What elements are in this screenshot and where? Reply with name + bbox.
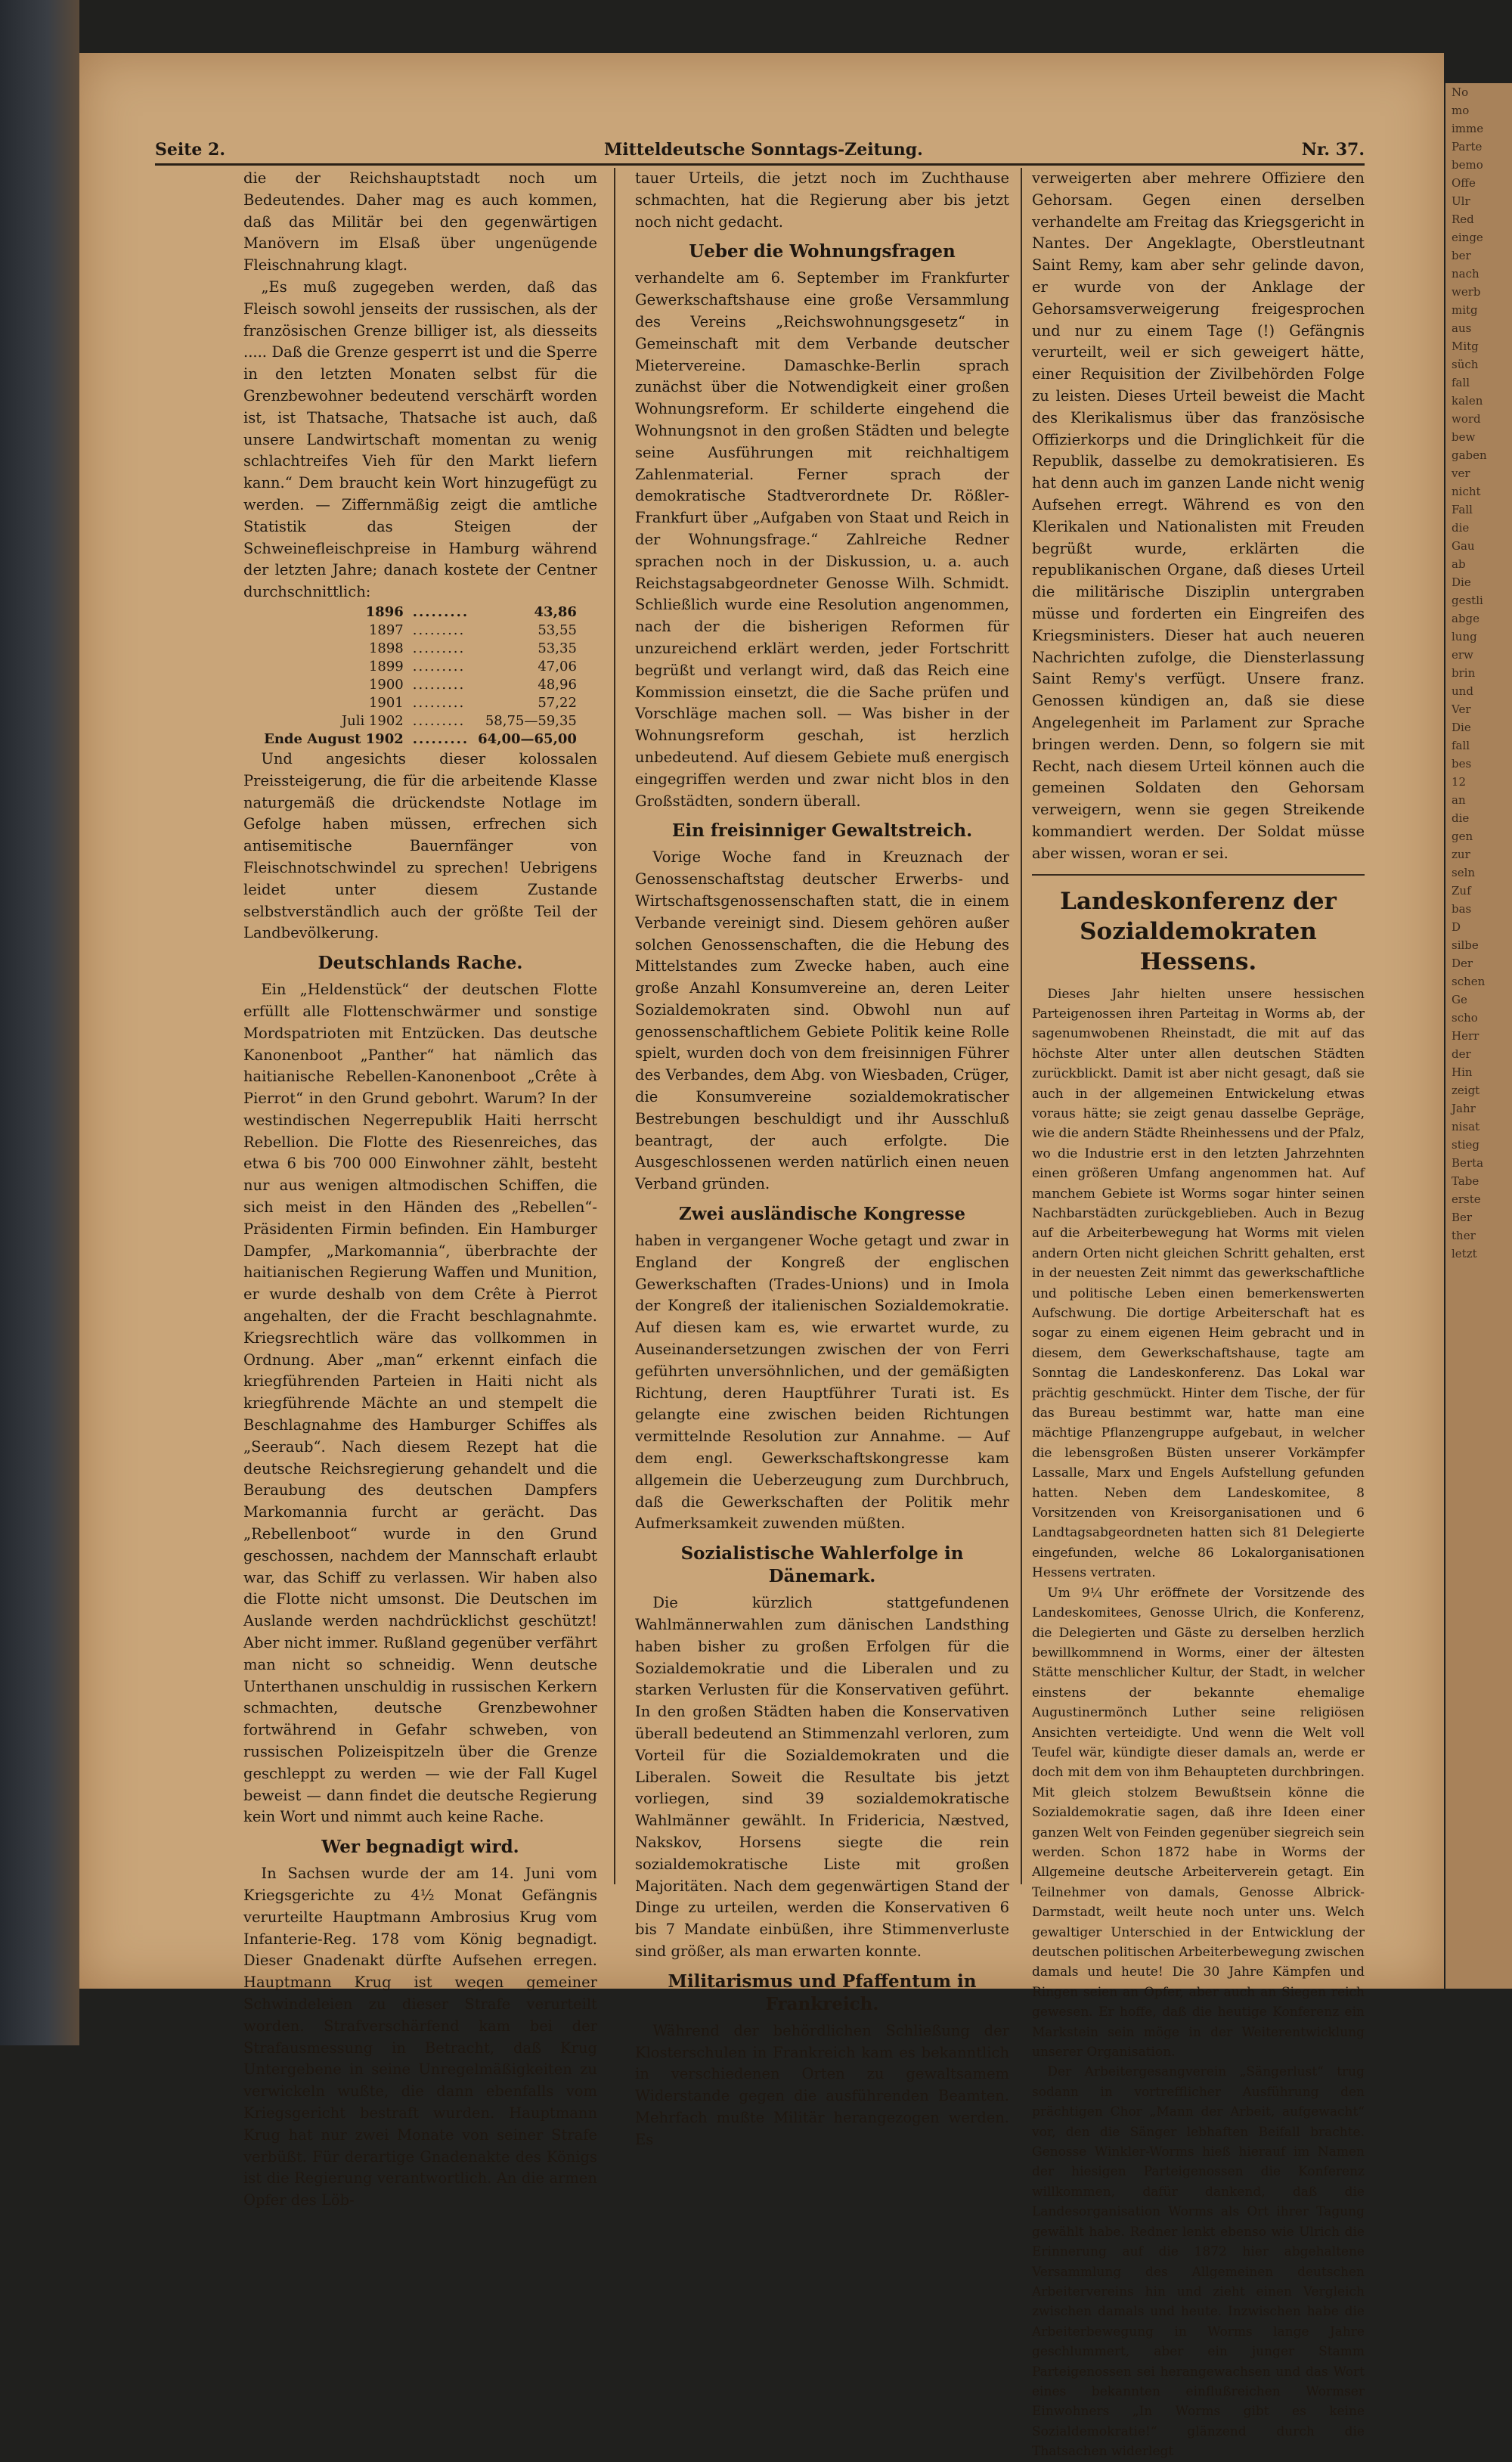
adjacent-page-fragment: Berta: [1452, 1156, 1484, 1170]
adjacent-page-fragment: an: [1452, 793, 1466, 807]
adjacent-page-fragment: seln: [1452, 866, 1476, 879]
adjacent-page-fragment: Hin: [1452, 1065, 1473, 1079]
price-value: 48,96: [538, 676, 577, 693]
adjacent-page-fragment: Die: [1452, 575, 1471, 589]
adjacent-page-fragment: Parte: [1452, 140, 1483, 153]
article-heading: Wer begnadigt wird.: [321, 1837, 519, 1858]
column-rule-2: [1021, 168, 1022, 1884]
adjacent-page-fragment: nisat: [1452, 1120, 1480, 1133]
adjacent-page-strip: [1445, 83, 1512, 1989]
adjacent-page-fragment: kalen: [1452, 394, 1483, 408]
adjacent-page-fragment: gestli: [1452, 594, 1483, 607]
leader-dots: .........: [412, 730, 469, 747]
paragraph: Die kürzlich stattgefundenen Wahlmännerwahlen zum dänischen Landsthing haben bisher zu großen Erfolgen für die Sozialdemokratie und die Liberalen und zu starken Verlusten für die Konservativen geführt. In den großen Städten haben die Konservativen überall bedeutend an Stimmenzahl verloren, zum Vorteil für die Sozialdemokraten und die Liberalen. Soweit die Resultate bis jetzt vorliegen, sind 39 sozialdemokratische Wahlmänner gewählt. In Fridericia, Næstved, Nakskov, Horsens siegte die rein sozialdemokratische Liste mit großen Majoritäten. Nach dem gegenwärtigen Stand der Dinge zu urteilen, werden die Konservativen 6 bis 7 Mandate einbüßen, ihre Stimmenverluste sind größer, als man erwarten konnte.: [635, 1594, 1009, 1960]
adjacent-page-fragment: und: [1452, 684, 1473, 698]
adjacent-page-fragment: Zuf: [1452, 884, 1471, 898]
price-row: [259, 730, 581, 749]
price-value: 57,22: [538, 694, 577, 711]
leader-dots: .........: [412, 712, 466, 729]
adjacent-page-fragment: aus: [1452, 321, 1472, 335]
book-binding: [0, 0, 79, 2045]
leader-dots: .........: [412, 658, 466, 674]
article-heading: Ueber die Wohnungsfragen: [689, 241, 956, 262]
column-2: [635, 168, 1009, 2148]
adjacent-page-fragment: fall: [1452, 376, 1470, 389]
adjacent-page-fragment: Ber: [1452, 1211, 1473, 1224]
column-rule-1: [614, 168, 615, 1884]
price-year: 1896: [365, 603, 404, 620]
column-3: [1032, 168, 1365, 2460]
masthead: Mitteldeutsche Sonntags-Zeitung.: [603, 140, 923, 160]
price-year: 1900: [368, 676, 404, 693]
paragraph: haben in vergangener Woche getagt und zwar in England der Kongreß der englischen Gewerkschaften (Trades-Unions) und in Imola der Kongreß der italienischen Sozialdemokratie. Auf diesen kam es, wie erwartet wurde, zu Auseinandersetzungen zwischen der von Ferri geführten unversöhnlichen, und der gemäßigten Richtung, deren Hauptführer Turati ist. Es gelangte eine zwischen beiden Richtungen vermittelnde Resolution zur Annahme. — Auf dem engl. Gewerkschaftskongresse kam allgemein die Ueberzeugung zum Durchbruch, daß die Gewerkschaften der Politik mehr Aufmerksamkeit zuwenden müßten.: [635, 1232, 1009, 1533]
paragraph: In Sachsen wurde der am 14. Juni vom Kriegsgerichte zu 4½ Monat Gefängnis verurteilte Hauptmann Ambrosius Krug vom Infanterie-Reg. 178 vom König begnadigt. Dieser Gnadenakt dürfte Aufsehen erregen. Hauptmann Krug ist wegen gemeiner Schwindeleien zu dieser Strafe verurteilt worden. Strafverschärfend kam bei der Strafausmessung in Betracht, daß Krug Untergebene in seine Unregelmäßigkeiten zu verwickeln wußte, die dann ebenfalls vom Kriegsgericht bestraft wurden. Hauptmann Krug hat nur zwei Monate von seiner Strafe verbüßt. Für derartige Gnadenakte des Königs ist die Regierung verantwortlich. An die armen Opfer des Löb-: [243, 1865, 597, 2209]
adjacent-page-fragment: ver: [1452, 467, 1470, 480]
adjacent-page-fragment: imme: [1452, 122, 1484, 135]
adjacent-page-fragment: nach: [1452, 267, 1479, 281]
paragraph: Und angesichts dieser kolossalen Preissteigerung, die für die arbeitende Klasse naturgemäß die drückendste Notlage im Gefolge haben müssen, erfrechen sich antisemitische Bauernfänger von Fleischnotschwindel zu sprechen! Uebrigens leidet unter diesem Zustande selbstverständlich auch der größte Teil der Landbevölkerung.: [243, 749, 597, 942]
adjacent-page-fragment: Gau: [1452, 539, 1475, 553]
adjacent-page-fragment: Der: [1452, 957, 1473, 970]
price-value: 53,35: [538, 640, 577, 656]
paragraph: Der Arbeitergesangverein „Sängerlust“ trug sodann in vortrefflicher Ausführung den prächtigen Chor „Mann der Arbeit, aufgewacht“ vor, den die Sänger lebhaften Beifall brachte. Genosse Winkler-Worms hieß hierauf im Namen der hiesigen Parteigenossen die Konferenz willkommen, dafür dankend, daß die Landesorganisation Worms als Ort ihrer Tagung gewählt habe. Redner lenkt ebenso wie Ulrich die Erinnerung auf die 1872 hier abgehaltene Versammlung des Allgemeinen deutschen Arbeitervereins hin und zieht einen Vergleich zwischen damals und heute. Inzwischen habe die Arbeiterbewegung in Worms lange Jahre geschlummert, aber ein junger Stamm Parteigenossen sei herangewachsen und das Wort eines bekannten einflußreichen Wormser Einwohners „In Worms gibt es keine Sozialdemokratie!“ glänzend durch die Thatsachen widerlegt: [1032, 2064, 1365, 2460]
price-value: 43,86: [534, 603, 577, 620]
price-year: Ende August 1902: [264, 730, 404, 747]
price-row: [259, 622, 581, 640]
adjacent-page-fragment: silbe: [1452, 938, 1479, 952]
adjacent-page-fragment: abge: [1452, 612, 1480, 625]
adjacent-page-fragment: mitg: [1452, 303, 1478, 317]
adjacent-page-fragment: mo: [1452, 104, 1470, 117]
adjacent-page-fragment: Offe: [1452, 176, 1476, 190]
header-rule: [155, 163, 1365, 166]
adjacent-page-fragment: Mitg: [1452, 340, 1479, 353]
paragraph: verhandelte am 6. September im Frankfurter Gewerkschaftshause eine große Versammlung des Vereins „Reichswohnungsgesetz“ in Gemeinschaft mit dem Verbande deutscher Mietervereine. Damaschke-Berlin sprach zunächst über die Notwendigkeit einer großen Wohnungsreform. Er schilderte eingehend die Wohnungsnot in den großen Städten und belegte seine Ausführungen mit reichhaltigem Zahlenmaterial. Ferner sprach der demokratische Stadtverordnete Dr. Rößler-Frankfurt über „Aufgaben von Staat und Reich in der Wohnungsfrage.“ Zahlreiche Redner sprachen noch in der Diskussion, u. a. auch Reichstagsabgeordneter Genosse Wilh. Schmidt. Schließlich wurde eine Resolution angenommen, nach der die bisherigen Reformen für unzureichend erklärt werden, jeder Fortschritt begrüßt und verlangt wird, daß das Reich eine Kommission einsetzt, die die Sache prüfen und Vorschläge machen soll. — Was bisher in der Wohnungsreform geschah, ist herzlich unbedeutend. Auf diesem Gebiete muß energisch eingegriffen werden und zwar nicht blos in den Großstädten, sondern überall.: [635, 269, 1009, 810]
adjacent-page-fragment: süch: [1452, 358, 1479, 371]
column-1: [243, 168, 597, 2209]
price-row: [259, 658, 581, 676]
adjacent-page-fragment: die: [1452, 811, 1470, 825]
adjacent-page-fragment: Herr: [1452, 1029, 1479, 1043]
article-heading: Sozialistische Wahlerfolge in Dänemark.: [680, 1543, 964, 1587]
adjacent-page-fragment: erste: [1452, 1192, 1481, 1206]
adjacent-page-fragment: bas: [1452, 902, 1472, 916]
adjacent-page-fragment: lung: [1452, 630, 1477, 643]
section-heading: Landeskonferenz der Sozialdemokraten Hessens.: [1060, 887, 1337, 975]
adjacent-page-fragment: zeigt: [1452, 1084, 1480, 1097]
paragraph: Während der behördlichen Schließung der Klosterschulen in Frankreich kam es bekanntlich in verschiedenen Orten zu gewaltsamem Widerstande gegen die ausführenden Beamten. Mehrfach mußte Militär herangezogen werden. Es: [635, 2021, 1009, 2148]
adjacent-page-fragment: einge: [1452, 231, 1483, 244]
price-value: 47,06: [538, 658, 577, 674]
paragraph: Vorige Woche fand in Kreuznach der Genossenschaftstag deutscher Erwerbs- und Wirtschaftsgenossenschaften statt, die in einem Verbande vereinigt sind. Diesem gehören außer solchen Genossenschaften, die die Hebung des Mittelstandes zum Zwecke haben, auch eine große Anzahl Konsumvereine an, deren Leiter Sozialdemokraten sind. Obwohl nun auf genossenschaftlichem Gebiete Politik keine Rolle spielt, wurden doch von dem freisinnigen Führer des Verbandes, dem Abg. von Wiesbaden, Crüger, die Konsumvereine sozialdemokratischer Bestrebungen beschuldigt und ihr Ausschluß beantragt, der auch erfolgte. Die Ausgeschlossenen werden natürlich einen neuen Verband gründen.: [635, 848, 1009, 1193]
adjacent-page-fragment: Jahr: [1452, 1102, 1476, 1115]
adjacent-page-fragment: die: [1452, 521, 1470, 535]
article-heading: Ein freisinniger Gewaltstreich.: [671, 820, 973, 842]
price-value: 58,75—59,35: [485, 712, 577, 729]
leader-dots: .........: [412, 640, 466, 656]
adjacent-page-fragment: bes: [1452, 757, 1472, 771]
adjacent-page-fragment: ther: [1452, 1229, 1476, 1242]
article-heading: Zwei ausländische Kongresse: [679, 1204, 965, 1225]
adjacent-page-fragment: Tabe: [1452, 1174, 1479, 1188]
price-year: Juli 1902: [341, 712, 404, 729]
price-year: 1901: [368, 694, 404, 711]
paragraph: die der Reichshauptstadt noch um Bedeutendes. Daher mag es auch kommen, daß das Militär bei den gegenwärtigen Manövern im Elsaß über ungenügende Fleischnahrung klagt.: [243, 169, 597, 274]
paragraph: „Es muß zugegeben werden, daß das Fleisch sowohl jenseits der russischen, als der französischen Grenze billiger ist, als diesseits ..... Daß die Grenze gesperrt ist und die Sperre in den letzten Monaten selbst für die Grenzbewohner bedeutend verschärft worden ist, ist Thatsache, Thatsache ist auch, daß unsere Landwirtschaft momentan zu wenig schlachtreifes Vieh für den Markt liefern kann.“ Dem braucht kein Wort hinzugefügt zu werden. — Ziffernmäßig zeigt die amtliche Statistik das Steigen der Schweinefleischpreise in Hamburg während der letzten Jahre; danach kostete der Centner durchschnittlich:: [243, 278, 597, 601]
adjacent-page-fragment: No: [1452, 85, 1469, 99]
page-number: Seite 2.: [155, 140, 226, 160]
adjacent-page-fragment: fall: [1452, 739, 1470, 752]
price-value: 53,55: [538, 622, 577, 638]
paragraph: tauer Urteils, die jetzt noch im Zuchthause schmachten, hat die Regierung aber bis jetzt noch nicht gedacht.: [635, 169, 1009, 231]
adjacent-page-fragment: Ge: [1452, 993, 1467, 1006]
leader-dots: .........: [412, 603, 469, 620]
price-year: 1898: [368, 640, 404, 656]
adjacent-page-fragment: 12: [1452, 775, 1467, 789]
leader-dots: .........: [412, 676, 466, 693]
article-heading: Militarismus und Pfaffentum in Frankreich.: [668, 1971, 977, 2014]
adjacent-page-fragment: Ulr: [1452, 194, 1470, 208]
adjacent-page-fragment: zur: [1452, 848, 1470, 861]
adjacent-page-fragment: gen: [1452, 829, 1473, 843]
adjacent-page-fragment: gaben: [1452, 448, 1487, 462]
price-row: [259, 676, 581, 694]
adjacent-page-fragment: Die: [1452, 721, 1471, 734]
price-row: [259, 712, 581, 730]
adjacent-page-fragment: brin: [1452, 666, 1476, 680]
adjacent-page-fragment: der: [1452, 1047, 1471, 1061]
paragraph: Ein „Heldenstück“ der deutschen Flotte erfüllt alle Flottenschwärmer und sonstige Mordspatrioten mit Entzücken. Das deutsche Kanonenboot „Panther“ hat nämlich das haitianische Rebellen-Kanonenboot „Crête à Pierrot“ in den Grund gebohrt. Warum? In der westindischen Negerrepublik Haiti herrscht Rebellion. Die Flotte des Riesenreiches, das etwa 6 bis 700 000 Einwohner zählt, besteht nur aus wenigen altmodischen Schiffen, die sich meist in den Händen des „Rebellen“-Präsidenten Firmin befinden. Ein Hamburger Dampfer, „Markomannia“, überbrachte der haitianischen Regierung Waffen und Munition, er wurde deshalb von dem Crête à Pierrot angehalten, der die Fracht beschlagnahmte. Kriegsrechtlich wäre das vollkommen in Ordnung. Aber „man“ erkennt einfach die kriegführenden Parteien in Haiti nicht als kriegführende Mächte an und stempelt die Beschlagnahme des Hamburger Schiffes als „Seeraub“. Nach diesem Rezept hat die deutsche Reichsregierung gehandelt und die Beraubung des deutschen Dampfers Markomannia furcht ar gerächt. Das „Rebellenboot“ wurde in den Grund geschossen, nachdem der Mannschaft erlaubt war, das Schiff zu verlassen. Wir haben also die Flotte nicht umsonst. Die Deutschen im Auslande werden nachdrücklichst geschützt! Aber nicht immer. Rußland gegenüber verfährt man nicht so schneidig. Wenn deutsche Unterthanen unschuldig in russischen Kerkern schmachten, deutsche Grenzbewohner fortwährend in Gefahr schweben, von russischen Polizeispitzeln über die Grenze geschleppt zu werden — wie der Fall Kugel beweist — dann findet die deutsche Regierung kein Wort und nimmt auch keine Rache.: [243, 981, 597, 1826]
adjacent-page-fragment: erw: [1452, 648, 1473, 662]
page-header: [155, 135, 1365, 165]
section-divider: [1032, 874, 1365, 876]
adjacent-page-fragment: Fall: [1452, 503, 1473, 516]
adjacent-page-fragment: Red: [1452, 212, 1474, 226]
price-row: [259, 694, 581, 712]
leader-dots: .........: [412, 622, 466, 638]
price-value: 64,00—65,00: [478, 730, 577, 747]
adjacent-page-fragment: schen: [1452, 975, 1486, 988]
price-row: [259, 603, 581, 622]
article-heading: Deutschlands Rache.: [318, 953, 523, 974]
price-table: [259, 603, 581, 749]
adjacent-page-fragment: ber: [1452, 249, 1471, 262]
adjacent-page-fragment: bew: [1452, 430, 1476, 444]
adjacent-page-fragment: stieg: [1452, 1138, 1480, 1152]
adjacent-page-fragment: Ver: [1452, 702, 1471, 716]
adjacent-page-fragment: scho: [1452, 1011, 1478, 1025]
adjacent-page-fragment: ab: [1452, 557, 1466, 571]
issue-number: Nr. 37.: [1301, 140, 1365, 160]
adjacent-page-fragment: nicht: [1452, 485, 1481, 498]
adjacent-page-fragment: letzt: [1452, 1247, 1477, 1260]
paragraph: Um 9¼ Uhr eröffnete der Vorsitzende des Landeskomitees, Genosse Ulrich, die Konferenz, die Delegierten und Gäste zu derselben herzlich bewillkommnend in Worms, einer der ältesten Stätte menschlicher Kultur, der Stadt, in welcher einstens der bekannte ehemalige Augustinermönch Luther seine religiösen Ansichten verteidigte. Und wenn die Welt voll Teufel wär, kündigte dieser damals an, werde er doch mit dem von ihm Behaupteten durchbringen. Mit gleich stolzem Bewußtsein könne die Sozialdemokratie sagen, daß ihre Ideen einer ganzen Welt von Feinden gegenüber siegreich sein werden. Schon 1872 habe in Worms der Allgemeine deutsche Arbeiterverein getagt. Ein Teilnehmer von damals, Genosse Albrick-Darmstadt, weilt heute noch unter uns. Welch gewaltiger Unterschied in der Entwicklung der deutschen politischen Arbeiterbewegung zwischen damals und heute! Die 30 Jahre Kämpfen und Ringen seien an Opfer, aber auch an Siegen reich gewesen. Er hoffe, daß die heutige Konferenz ein Markstein sein möge in der Weiterentwicklung unserer Organisation.: [1032, 1585, 1365, 2060]
adjacent-page-fragment: word: [1452, 412, 1481, 426]
paragraph: verweigerten aber mehrere Offiziere den Gehorsam. Gegen einen derselben verhandelte am Freitag das Kriegsgericht in Nantes. Der Angeklagte, Oberstleutnant Saint Remy, kam aber sehr gelinde davon, er wurde von der Anklage der Gehorsamsverweigerung freigesprochen und nur zu einem Tage (!) Gefängnis verurteilt, weil er sich geweigert hätte, einer Requisition der Zivilbehörden Folge zu leisten. Dieses Urteil beweist die Macht des Klerikalismus über das französische Offizierkorps und die Dringlichkeit für die Republik, dasselbe zu demokratisieren. Es hat denn auch im ganzen Lande nicht wenig Aufsehen erregt. Während es von den Klerikalen und Nationalisten mit Freuden begrüßt wurde, erklärten die republikanischen Organe, daß dieses Urteil die militärische Disziplin untergraben müsse und forderten ein Eingreifen des Kriegsministers. Dieser hat auch neueren Nachrichten zufolge, die Diensterlassung Saint Remy's verfügt. Unsere franz. Genossen kündigen an, daß sie diese Angelegenheit im Parlament zur Sprache bringen werden. Denn, so folgern sie mit Recht, nach diesem Urteil können auch die gemeinen Soldaten den Gehorsam verweigern, wenn sie gegen Streikende kommandiert werden. Der Soldat müsse aber wissen, woran er sei.: [1032, 169, 1365, 862]
price-year: 1899: [368, 658, 404, 674]
adjacent-page-fragment: bemo: [1452, 158, 1483, 172]
price-row: [259, 640, 581, 658]
price-year: 1897: [368, 622, 404, 638]
adjacent-page-fragment: werb: [1452, 285, 1481, 299]
leader-dots: .........: [412, 694, 466, 711]
adjacent-page-fragment: D: [1452, 920, 1461, 934]
paragraph: Dieses Jahr hielten unsere hessischen Parteigenossen ihren Parteitag in Worms ab, der sagenumwobenen Rheinstadt, die mit auf das höchste Alter unter allen deutschen Städten zurückblickt. Damit ist aber nicht gesagt, daß sie auch in der allgemeinen Entwickelung etwas voraus hätte; sie zeigt genau dasselbe Gepräge, wie die andern Städte Rheinhessens und der Pfalz, wo die Industrie erst in den letzten Jahrzehnten einen größeren Umfang angenommen hat. Auf manchem Gebiete ist Worms sogar hinter seinen Nachbarstädten zurückgeblieben. Auch in Bezug auf die Arbeiterbewegung hat Worms mit vielen andern Orten nicht gleichen Schritt gehalten, erst in der neuesten Zeit nimmt das gewerkschaftliche und politische Leben einen bemerkenswerten Aufschwung. Die dortige Arbeiterschaft hat es sogar zu einem eigenen Heim gebracht und in diesem, dem Gewerkschaftshause, tagte am Sonntag die Landeskonferenz. Das Lokal war prächtig geschmückt. Hinter dem Tische, der für das Bureau bestimmt war, hatte man eine mächtige Pflanzengruppe aufgebaut, in welcher die lebensgroßen Büsten unserer Vorkämpfer Lassalle, Marx und Engels Aufstellung gefunden hatten. Neben dem Landeskomitee, 8 Vorsitzenden von Kreisorganisationen und 6 Landtagsabgeordneten hatten sich 81 Delegierte eingefunden, welche 86 Lokalorganisationen Hessens vertraten.: [1032, 986, 1365, 1581]
